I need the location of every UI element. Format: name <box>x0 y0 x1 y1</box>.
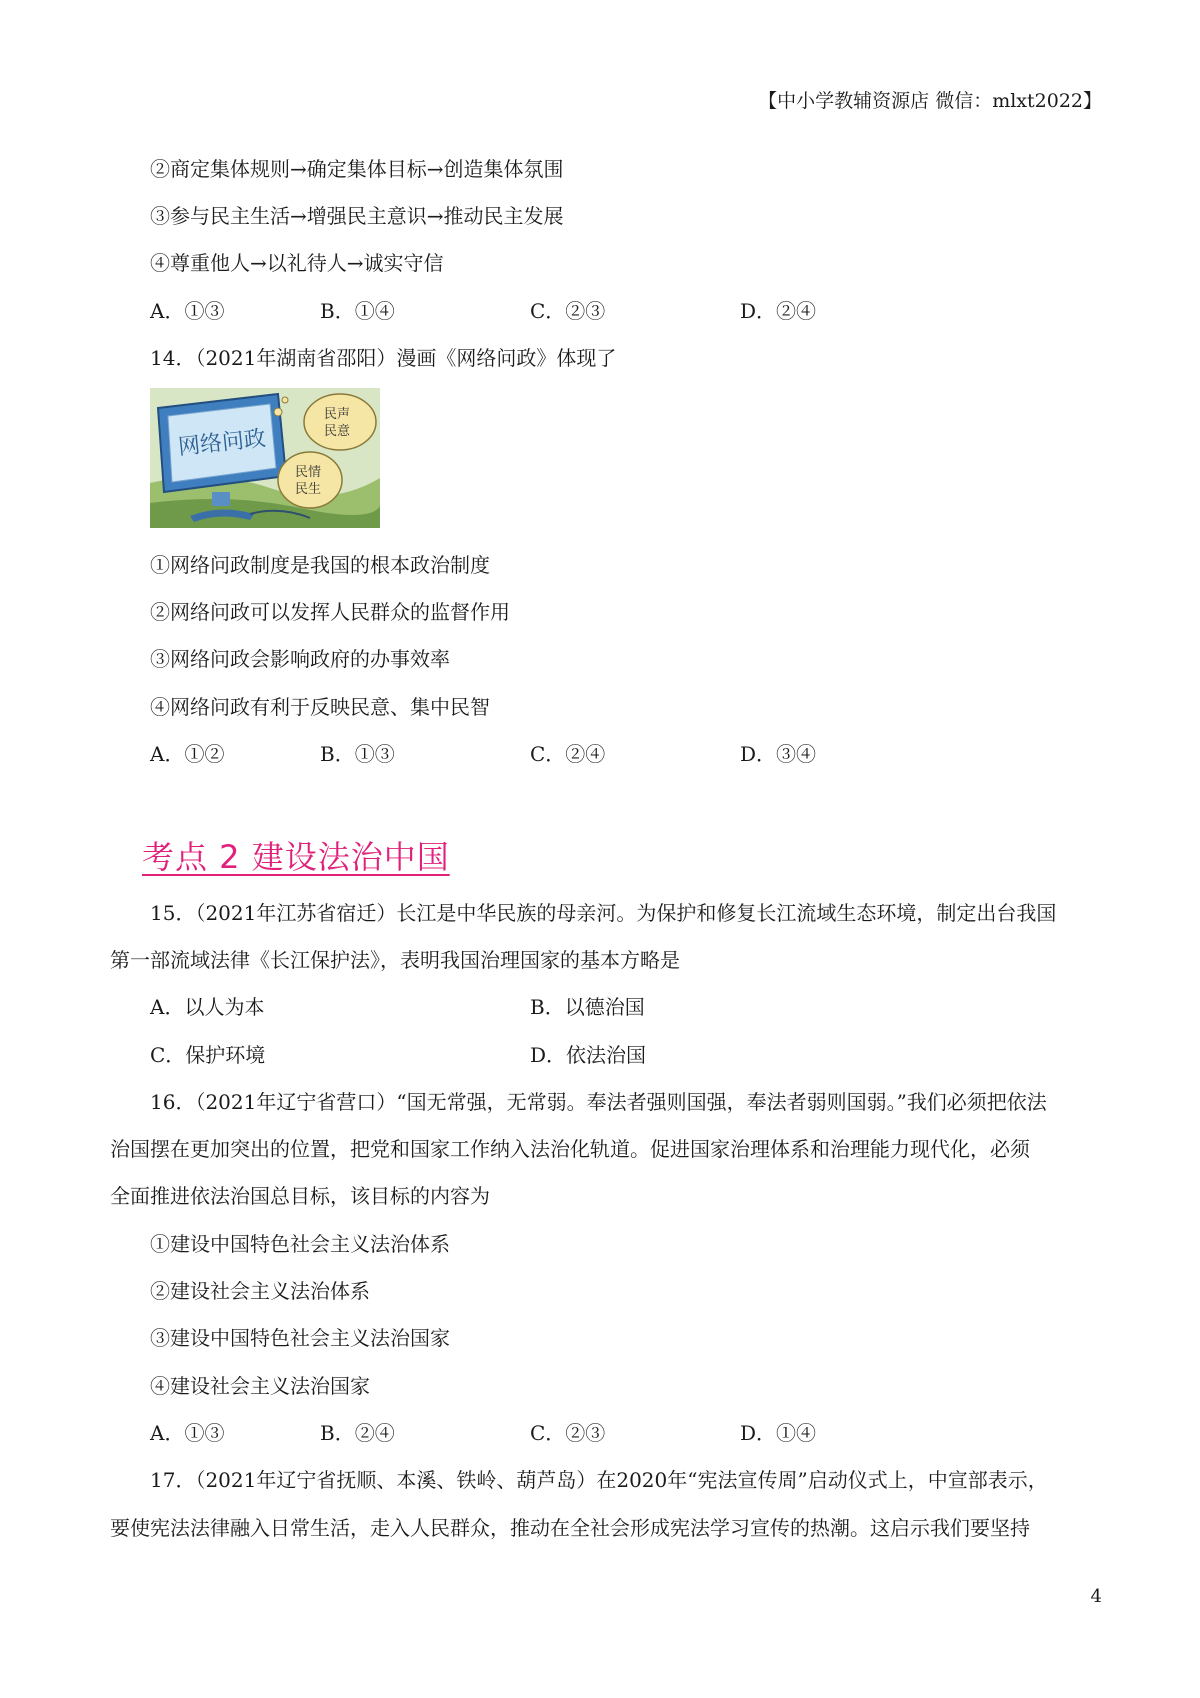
q14-option-a: A．①② <box>150 742 225 766</box>
q13-option-d: D．②④ <box>740 299 817 323</box>
q14-statement-1: ①网络问政制度是我国的根本政治制度 <box>150 553 490 577</box>
q17-stem-line1: 17．（2021年辽宁省抚顺、本溪、铁岭、葫芦岛）在2020年“宪法宣传周”启动仪式上，中宣部表示， <box>150 1468 1048 1492</box>
cartoon-screen-text: 网络问政 <box>176 426 268 461</box>
q13-option-c: C．②③ <box>530 299 606 323</box>
q15-stem-line2: 第一部流域法律《长江保护法》，表明我国治理国家的基本方略是 <box>110 948 680 972</box>
q16-statement-3: ③建设中国特色社会主义法治国家 <box>150 1326 450 1350</box>
q14-option-d: D．③④ <box>740 742 817 766</box>
q14-option-c: C．②④ <box>530 742 606 766</box>
section-heading: 考点 2 建设法治中国 <box>142 838 450 876</box>
cartoon-bubble1-line2: 民意 <box>324 424 351 439</box>
q13-statement-2: ②商定集体规则→确定集体目标→创造集体氛围 <box>150 157 564 181</box>
q16-stem-line1: 16．（2021年辽宁省营口）“国无常强，无常弱。奉法者强则国强，奉法者弱则国弱。”我们必须把依法 <box>150 1090 1047 1114</box>
q14-statement-4: ④网络问政有利于反映民意、集中民智 <box>150 695 490 719</box>
q16-option-a: A．①③ <box>150 1421 225 1445</box>
page-number: 4 <box>1090 1586 1102 1607</box>
cartoon-bubble1-line1: 民声 <box>324 407 351 422</box>
cartoon-image <box>150 388 380 528</box>
q14-statement-2: ②网络问政可以发挥人民群众的监督作用 <box>150 600 510 624</box>
q17-stem-line2: 要使宪法法律融入日常生活，走入人民群众，推动在全社会形成宪法学习宣传的热潮。这启示我们要坚持 <box>110 1516 1030 1540</box>
q15-option-d: D．依法治国 <box>530 1043 647 1067</box>
q15-option-b: B．以德治国 <box>530 995 645 1019</box>
header-source: 【中小学教辅资源店 微信：mlxt2022】 <box>758 90 1102 112</box>
q16-statement-2: ②建设社会主义法治体系 <box>150 1279 370 1303</box>
q16-statement-1: ①建设中国特色社会主义法治体系 <box>150 1232 450 1256</box>
q14-statement-3: ③网络问政会影响政府的办事效率 <box>150 647 450 671</box>
q16-option-d: D．①④ <box>740 1421 817 1445</box>
q15-option-c: C．保护环境 <box>150 1043 266 1067</box>
q13-option-a: A．①③ <box>150 299 225 323</box>
q16-stem-line2: 治国摆在更加突出的位置，把党和国家工作纳入法治化轨道。促进国家治理体系和治理能力现代化，必须 <box>110 1137 1030 1161</box>
cartoon-bubble2-line2: 民生 <box>295 482 322 497</box>
q16-option-c: C．②③ <box>530 1421 606 1445</box>
q15-stem-line1: 15．（2021年江苏省宿迁）长江是中华民族的母亲河。为保护和修复长江流域生态环境，制定出台我国 <box>150 901 1057 925</box>
cartoon-bubble2-line1: 民情 <box>295 465 322 480</box>
q13-statement-4: ④尊重他人→以礼待人→诚实守信 <box>150 251 444 275</box>
q16-statement-4: ④建设社会主义法治国家 <box>150 1374 370 1398</box>
q16-stem-line3: 全面推进依法治国总目标，该目标的内容为 <box>110 1184 490 1208</box>
q15-option-a: A．以人为本 <box>150 995 265 1019</box>
q13-statement-3: ③参与民主生活→增强民主意识→推动民主发展 <box>150 204 564 228</box>
q13-option-b: B．①④ <box>320 299 395 323</box>
q14-option-b: B．①③ <box>320 742 395 766</box>
q14-stem: 14．（2021年湖南省邵阳）漫画《网络问政》体现了 <box>150 346 617 370</box>
q16-option-b: B．②④ <box>320 1421 395 1445</box>
